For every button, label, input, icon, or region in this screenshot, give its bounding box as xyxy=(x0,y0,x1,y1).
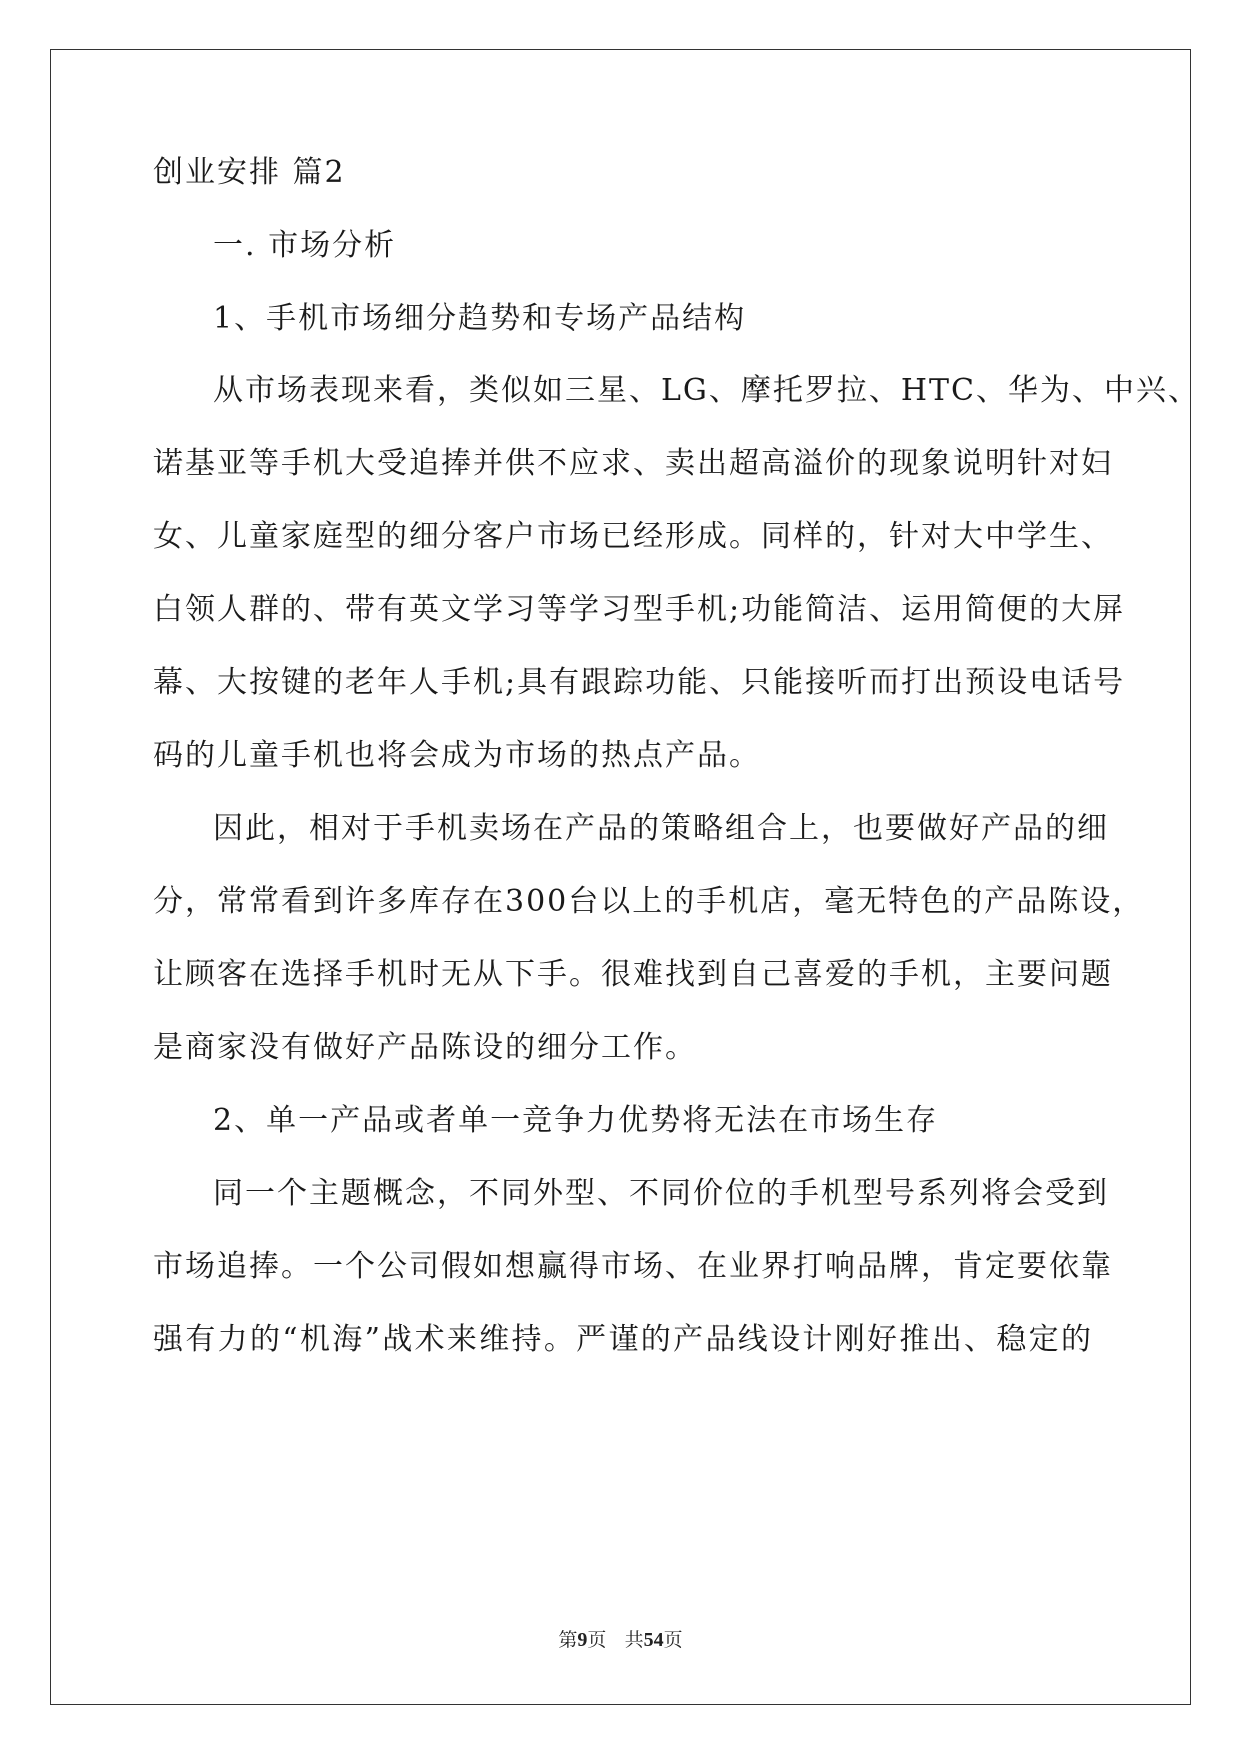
paragraph-line: 白领人群的、带有英文学习等学习型手机;功能简洁、运用简便的大屏 xyxy=(153,592,1126,627)
paragraph-line: 从市场表现来看，类似如三星、LG、摩托罗拉、HTC、华为、中兴、 xyxy=(213,373,1201,408)
paragraph-line: 同一个主题概念，不同外型、不同价位的手机型号系列将会受到 xyxy=(213,1176,1109,1211)
paragraph-line: 因此，相对于手机卖场在产品的策略组合上，也要做好产品的细 xyxy=(213,811,1109,846)
paragraph-line: 分，常常看到许多库存在300台以上的手机店，毫无特色的产品陈设， xyxy=(153,884,1145,919)
paragraph-line: 码的儿童手机也将会成为市场的热点产品。 xyxy=(153,738,761,773)
paragraph-line: 女、儿童家庭型的细分客户市场已经形成。同样的，针对大中学生、 xyxy=(153,519,1113,554)
paragraph-line: 市场追捧。一个公司假如想赢得市场、在业界打响品牌，肯定要依靠 xyxy=(153,1249,1113,1284)
subheading-competition: 2、单一产品或者单一竞争力优势将无法在市场生存 xyxy=(213,1103,939,1138)
page-border xyxy=(50,49,1191,1705)
page-footer xyxy=(0,1628,1241,1652)
heading-market-analysis: 一. 市场分析 xyxy=(213,228,397,263)
paragraph-line: 强有力的“机海”战术来维持。严谨的产品线设计刚好推出、稳定的 xyxy=(153,1322,1093,1357)
footer-total-unit: 页 xyxy=(663,1629,683,1651)
paragraph-line: 是商家没有做好产品陈设的细分工作。 xyxy=(153,1030,697,1065)
total-page-count: 54 xyxy=(643,1629,664,1651)
footer-total-prefix: 共 xyxy=(624,1629,644,1651)
footer-page-unit: 页 xyxy=(587,1629,607,1651)
current-page-number: 9 xyxy=(577,1629,588,1651)
footer-prefix: 第 xyxy=(558,1629,578,1651)
paragraph-line: 幕、大按键的老年人手机;具有跟踪功能、只能接听而打出预设电话号 xyxy=(153,665,1126,700)
subheading-segmentation: 1、手机市场细分趋势和专场产品结构 xyxy=(213,301,747,336)
paragraph-line: 诺基亚等手机大受追捧并供不应求、卖出超高溢价的现象说明针对妇 xyxy=(153,446,1113,481)
section-title: 创业安排 篇2 xyxy=(153,155,346,190)
paragraph-line: 让顾客在选择手机时无从下手。很难找到自己喜爱的手机，主要问题 xyxy=(153,957,1113,992)
